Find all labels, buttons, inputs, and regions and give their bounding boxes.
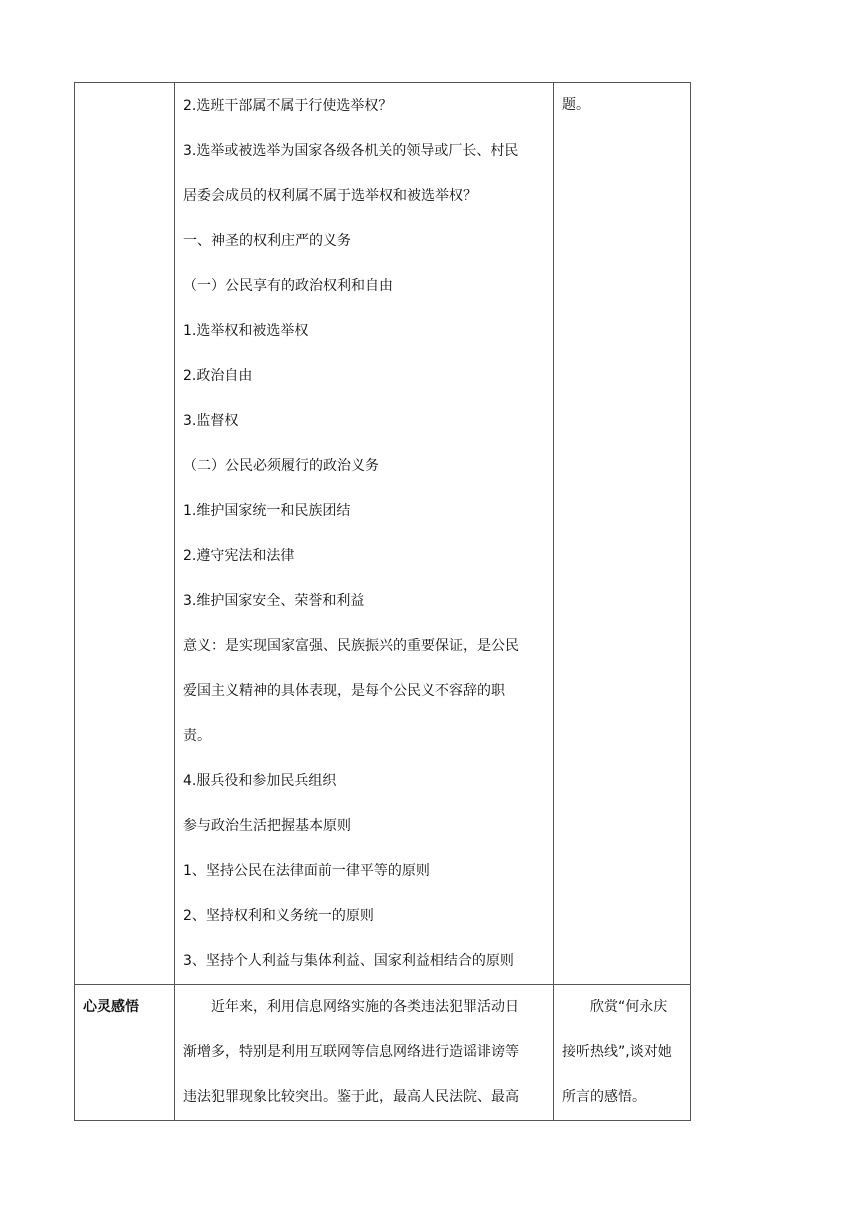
- content-line: 2.遵守宪法和法律: [183, 548, 295, 564]
- activity-text: 题。: [562, 97, 590, 113]
- activity-text: 接听热线”,谈对她: [562, 1044, 672, 1060]
- content-line: 1.选举权和被选举权: [183, 323, 309, 339]
- content-line: 2.政治自由: [183, 368, 253, 384]
- content-line: 居委会成员的权利属不属于选举权和被选举权？: [183, 188, 477, 204]
- content-line: 2、坚持权利和义务统一的原则: [183, 908, 374, 924]
- row2-activity-cell: [554, 985, 691, 1121]
- subsection-heading: （一）公民享有的政治权利和自由: [183, 278, 393, 294]
- row1-content-cell: [175, 83, 554, 985]
- content-line: 1、坚持公民在法律面前一律平等的原则: [183, 863, 430, 879]
- table-row: [75, 83, 691, 985]
- activity-text: 欣赏“何永庆: [590, 999, 668, 1015]
- activity-text: 所言的感悟。: [562, 1089, 646, 1105]
- row2-label: 心灵感悟: [83, 999, 139, 1015]
- content-line: 3.选举或被选举为国家各级各机关的领导或厂长、村民: [183, 143, 519, 159]
- content-line: 爱国主义精神的具体表现，是每个公民义不容辞的职: [183, 683, 505, 699]
- content-line: 3.维护国家安全、荣誉和利益: [183, 593, 365, 609]
- lesson-table: [74, 82, 691, 1121]
- content-line: 违法犯罪现象比较突出。鉴于此，最高人民法院、最高: [183, 1089, 519, 1105]
- table-row: [75, 985, 691, 1121]
- content-line: 渐增多，特别是利用互联网等信息网络进行造谣诽谤等: [183, 1044, 519, 1060]
- content-line: 近年来，利用信息网络实施的各类违法犯罪活动日: [211, 999, 519, 1015]
- content-line: 参与政治生活把握基本原则: [183, 818, 351, 834]
- content-line: 2.选班干部属不属于行使选举权？: [183, 98, 393, 114]
- content-line: 4.服兵役和参加民兵组织: [183, 773, 337, 789]
- content-line: 1.维护国家统一和民族团结: [183, 503, 351, 519]
- row1-activity-cell: [554, 83, 691, 985]
- content-line: 责。: [183, 728, 211, 744]
- content-line: 意义：是实现国家富强、民族振兴的重要保证，是公民: [183, 638, 519, 654]
- subsection-heading: （二）公民必须履行的政治义务: [183, 458, 379, 474]
- row1-label-cell: [75, 83, 175, 985]
- row2-content-cell: [175, 985, 554, 1121]
- section-heading: 一、神圣的权利庄严的义务: [183, 233, 351, 249]
- content-line: 3.监督权: [183, 413, 239, 429]
- row2-label-cell: [75, 985, 175, 1121]
- content-line: 3、坚持个人利益与集体利益、国家利益相结合的原则: [183, 953, 514, 969]
